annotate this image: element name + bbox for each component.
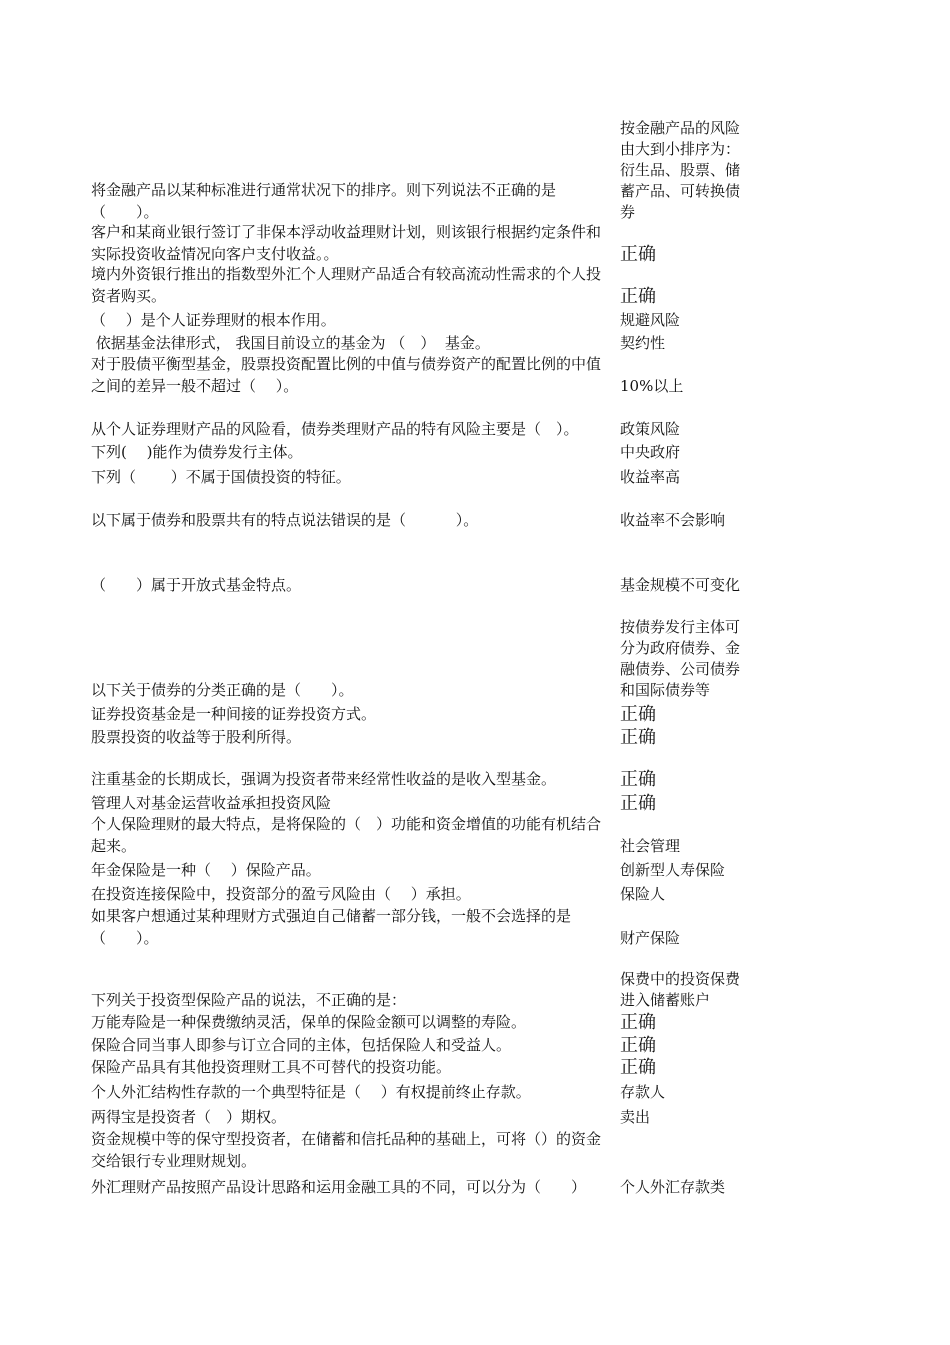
row-9 xyxy=(0,463,950,488)
answer-cell: 保费中的投资保费进入储蓄账户 xyxy=(620,970,741,1009)
answer-cell: 正确 xyxy=(620,793,656,814)
answer-cell: 正确 xyxy=(620,1012,656,1033)
question-cell: 个人外汇结构性存款的一个典型特征是（ ）有权提前终止存款。 xyxy=(91,1083,531,1101)
answer-cell: 财产保险 xyxy=(620,929,681,947)
answer-cell: 正确 xyxy=(620,727,656,748)
question-cell: 两得宝是投资者（ ）期权。 xyxy=(91,1108,287,1126)
row-19 xyxy=(0,881,950,905)
answer-cell: 正确 xyxy=(620,704,656,725)
row-1 xyxy=(0,117,950,223)
row-17 xyxy=(0,814,950,857)
question-cell: 证券投资基金是一种间接的证券投资方式。 xyxy=(91,705,377,723)
row-3 xyxy=(0,265,950,307)
answer-cell: 按债券发行主体可分为政府债券、金融债券、公司债券和国际债券等 xyxy=(620,618,741,699)
question-cell: 在投资连接保险中，投资部分的盈亏风险由（ ）承担。 xyxy=(91,885,471,903)
question-cell: （ ）属于开放式基金特点。 xyxy=(91,576,302,594)
answer-cell: 规避风险 xyxy=(620,311,681,329)
question-cell: 保险产品具有其他投资理财工具不可替代的投资功能。 xyxy=(91,1058,452,1076)
answer-cell: 正确 xyxy=(620,1057,656,1078)
answer-cell: 10%以上 xyxy=(620,377,684,395)
row-18 xyxy=(0,857,950,881)
answer-cell: 正确 xyxy=(620,1035,656,1056)
row-20 xyxy=(0,905,950,949)
question-cell: 对于股债平衡型基金，股票投资配置比例的中值与债券资产的配置比例的中值之间的差异一般不超过（ ）。 xyxy=(91,355,602,395)
row-28 xyxy=(0,1172,950,1198)
row-14 xyxy=(0,725,950,748)
row-23 xyxy=(0,1033,950,1056)
row-13 xyxy=(0,701,950,725)
question-cell: 年金保险是一种（ ）保险产品。 xyxy=(91,861,321,879)
question-cell: 保险合同当事人即参与订立合同的主体，包括保险人和受益人。 xyxy=(91,1036,512,1054)
question-cell: 下列( )能作为债券发行主体。 xyxy=(91,443,303,461)
question-cell: 将金融产品以某种标准进行通常状况下的排序。则下列说法不正确的是（ ）。 xyxy=(91,181,557,221)
row-10 xyxy=(0,488,950,531)
question-cell: （ ）是个人证券理财的根本作用。 xyxy=(91,311,336,329)
answer-cell: 创新型人寿保险 xyxy=(620,861,726,879)
answer-cell xyxy=(620,1128,742,1172)
row-24 xyxy=(0,1056,950,1078)
question-cell: 境内外资银行推出的指数型外汇个人理财产品适合有较高流动性需求的个人投资者购买。 xyxy=(91,265,602,305)
question-cell: 个人保险理财的最大特点，是将保险的（ ）功能和资金增值的功能有机结合起来。 xyxy=(91,815,602,855)
answer-cell: 收益率不会影响 xyxy=(620,511,726,529)
question-cell: 万能寿险是一种保费缴纳灵活，保单的保险金额可以调整的寿险。 xyxy=(91,1013,527,1031)
question-cell: 依据基金法律形式， 我国目前设立的基金为 （ ） 基金。 xyxy=(91,334,490,352)
answer-cell: 契约性 xyxy=(620,334,666,352)
row-8 xyxy=(0,440,950,463)
row-22 xyxy=(0,1011,950,1033)
row-25 xyxy=(0,1078,950,1103)
answer-cell: 社会管理 xyxy=(620,837,681,855)
question-cell: 以下属于债券和股票共有的特点说法错误的是（ ）。 xyxy=(91,511,479,529)
question-cell: 如果客户想通过某种理财方式强迫自己储蓄一部分钱，一般不会选择的是（ ）。 xyxy=(91,907,572,947)
row-26 xyxy=(0,1103,950,1128)
question-cell: 管理人对基金运营收益承担投资风险 xyxy=(91,794,332,812)
question-cell: 注重基金的长期成长，强调为投资者带来经常性收益的是收入型基金。 xyxy=(91,770,557,788)
answer-cell: 保险人 xyxy=(620,885,666,903)
row-5 xyxy=(0,331,950,354)
question-cell: 下列关于投资型保险产品的说法，不正确的是： xyxy=(91,991,407,1009)
row-11 xyxy=(0,531,950,596)
answer-cell: 基金规模不可变化 xyxy=(620,576,741,594)
answer-cell: 正确 xyxy=(620,286,656,307)
row-21 xyxy=(0,949,950,1011)
question-cell: 股票投资的收益等于股利所得。 xyxy=(91,728,302,746)
answer-cell: 正确 xyxy=(620,769,656,790)
answer-cell: 存款人 xyxy=(620,1083,666,1101)
row-4 xyxy=(0,307,950,331)
row-15 xyxy=(0,748,950,790)
question-cell: 下列（ ）不属于国债投资的特征。 xyxy=(91,468,351,486)
answer-cell: 中央政府 xyxy=(620,443,681,461)
answer-cell: 个人外汇存款类 xyxy=(620,1178,726,1196)
row-7 xyxy=(0,397,950,440)
question-cell: 客户和某商业银行签订了非保本浮动收益理财计划，则该银行根据约定条件和实际投资收益情况向客户支付收益。。 xyxy=(91,223,602,263)
answer-cell: 正确 xyxy=(620,244,656,265)
question-cell: 资金规模中等的保守型投资者，在储蓄和信托品种的基础上，可将（）的资金交给银行专业理财规划。 xyxy=(91,1130,602,1170)
row-12 xyxy=(0,596,950,701)
answer-cell: 政策风险 xyxy=(620,420,681,438)
question-cell: 从个人证券理财产品的风险看，债券类理财产品的特有风险主要是（ ）。 xyxy=(91,420,579,438)
row-16 xyxy=(0,790,950,814)
row-2 xyxy=(0,223,950,265)
answer-cell: 收益率高 xyxy=(620,468,681,486)
answer-cell: 按金融产品的风险由大到小排序为：衍生品、股票、储蓄产品、可转换债券 xyxy=(620,119,741,221)
answer-cell: 卖出 xyxy=(620,1108,651,1126)
row-6 xyxy=(0,354,950,397)
question-cell: 以下关于债券的分类正确的是（ ）。 xyxy=(91,681,354,699)
row-27 xyxy=(0,1128,950,1172)
question-cell: 外汇理财产品按照产品设计思路和运用金融工具的不同，可以分为（ ） xyxy=(91,1178,587,1196)
